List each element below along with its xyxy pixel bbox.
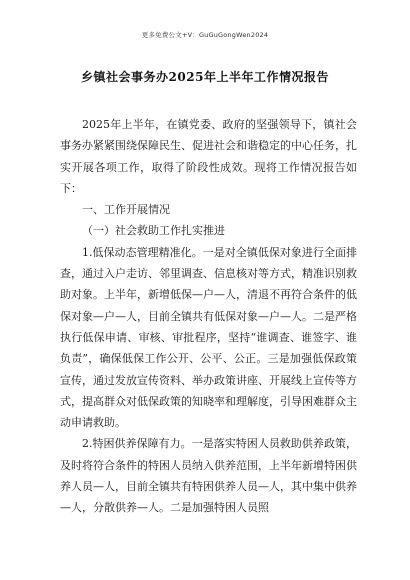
subsection-heading-social-assistance: （一）社会救助工作扎实推进 bbox=[82, 224, 225, 238]
section-heading-work-status: 一、工作开展情况 bbox=[82, 203, 170, 217]
paragraph-subsistence-allowance: 1.低保动态管理精准化。一是对全镇低保对象进行全面排查，通过入户走访、邻里调查、信息核对等方式，精准识别救助对象。上半年，新增低保—户—人，清退不再符合条件的低保对象—户—人，目前全镇共有低保对象—户—人。二是严格执行低保申请、审核、审批程序，坚持“谁调查、谁签字、谁负责”，确保低保工作公开、公平、公正。三是加强低保政策宣传，通过发放宣传资料、举办政策讲座、开展线上宣传等方式，提高群众对低保政策的知晓率和理解度，引导困难群众主动申请救助。 bbox=[60, 245, 357, 430]
intro-paragraph: 2025年上半年，在镇党委、政府的坚强领导下，镇社会事务办紧紧围绕保障民生、促进社会和谐稳定的中心任务，扎实开展各项工作，取得了阶段性成效。现将工作情况报告如下： bbox=[60, 118, 357, 195]
document-body bbox=[60, 114, 357, 519]
paragraph-special-hardship-support: 2.特困供养保障有力。一是落实特困人员救助供养政策，及时将符合条件的特困人员纳入供养范围，上半年新增特困供养人员—人，目前全镇共有特困供养人员—人，其中集中供养—人，分散供养—人。二是加强特困人员照 bbox=[60, 437, 357, 515]
document-title: 乡镇社会事务办2025年上半年工作情况报告 bbox=[81, 70, 329, 84]
header-watermark-text: 更多免费公文+V：GuGuGongWen2024 bbox=[141, 31, 269, 39]
